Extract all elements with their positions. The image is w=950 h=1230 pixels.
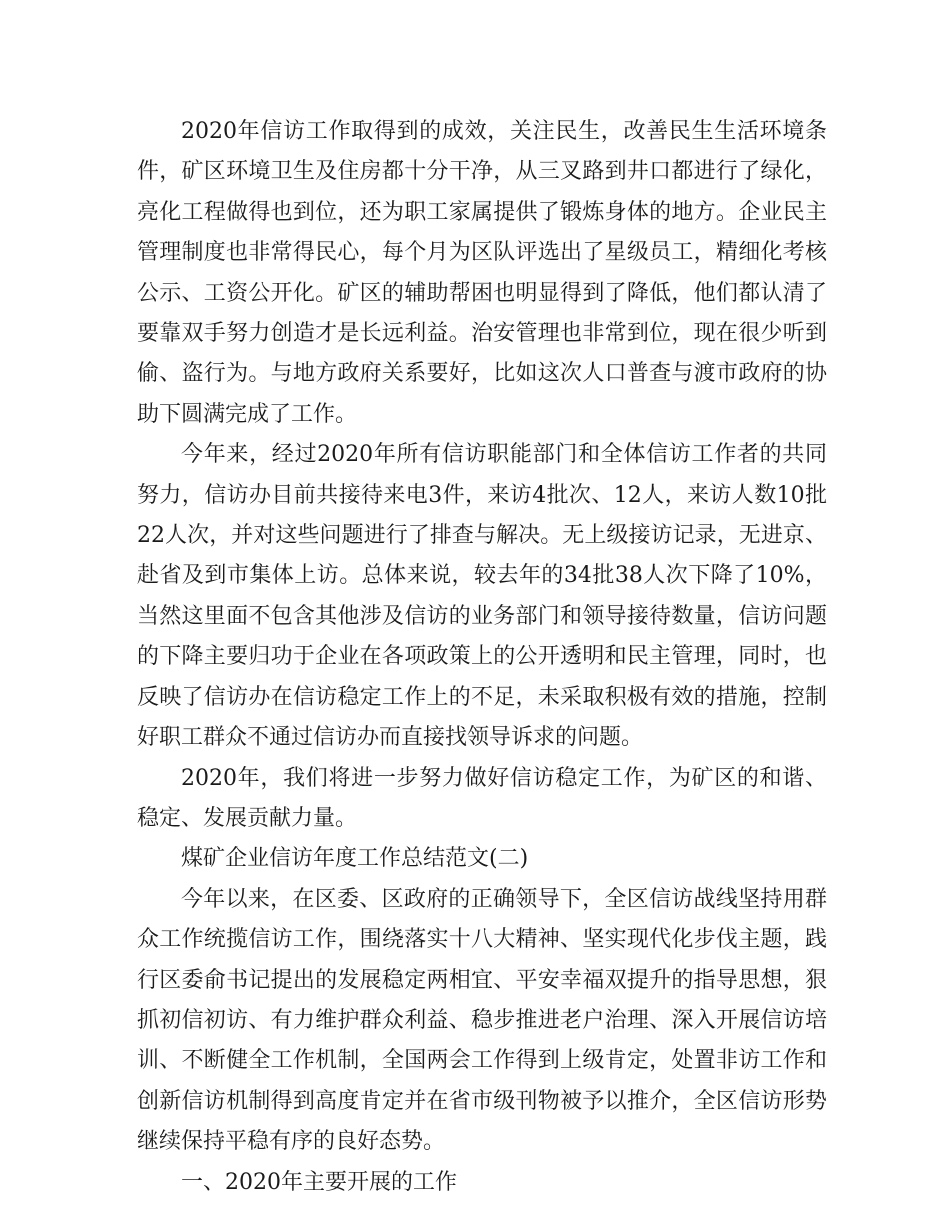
document-body [137,112,827,1203]
paragraph-achievements: 2020年信访工作取得到的成效，关注民生，改善民生生活环境条件，矿区环境卫生及住房都十分干净，从三叉路到井口都进行了绿化，亮化工程做得也到位，还为职工家属提供了锻炼身体的地方。企业民主管理制度也非常得民心，每个月为区队评选出了星级员工，精细化考核公示、工资公开化。矿区的辅助帮困也明显得到了降低，他们都认清了要靠双手努力创造才是长远利益。治安管理也非常到位，现在很少听到偷、盗行为。与地方政府关系要好，比如这次人口普查与渡市政府的协助下圆满完成了工作。 [137,119,827,427]
paragraph-overview: 今年以来，在区委、区政府的正确领导下，全区信访战线坚持用群众工作统揽信访工作，围绕落实十八大精神、坚实现代化步伐主题，践行区委俞书记提出的发展稳定两相宜、平安幸福双提升的指导思想，狠抓初信初访、有力维护群众利益、稳步推进老户治理、深入开展信访培训、不断健全工作机制，全国两会工作得到上级肯定，处置非访工作和创新信访机制得到高度肯定并在省市级刊物被予以推介，全区信访形势继续保持平稳有序的良好态势。 [137,886,827,1155]
subsection-heading: 一、2020年主要开展的工作 [181,1169,457,1195]
paragraph-outlook: 2020年，我们将进一步努力做好信访稳定工作，为矿区的和谐、稳定、发展贡献力量。 [137,765,827,831]
section-heading: 煤矿企业信访年度工作总结范文(二) [181,846,529,872]
paragraph-statistics: 今年来，经过2020年所有信访职能部门和全体信访工作者的共同努力，信访办目前共接待来电3件，来访4批次、12人，来访人数10批22人次，并对这些问题进行了排查与解决。无上级接访记录，无进京、赴省及到市集体上访。总体来说，较去年的34批38人次下降了10%，当然这里面不包含其他涉及信访的业务部门和领导接待数量，信访问题的下降主要归功于企业在各项政策上的公开透明和民主管理，同时，也反映了信访办在信访稳定工作上的不足，未采取积极有效的措施，控制好职工群众不通过信访办而直接找领导诉求的问题。 [137,442,827,751]
